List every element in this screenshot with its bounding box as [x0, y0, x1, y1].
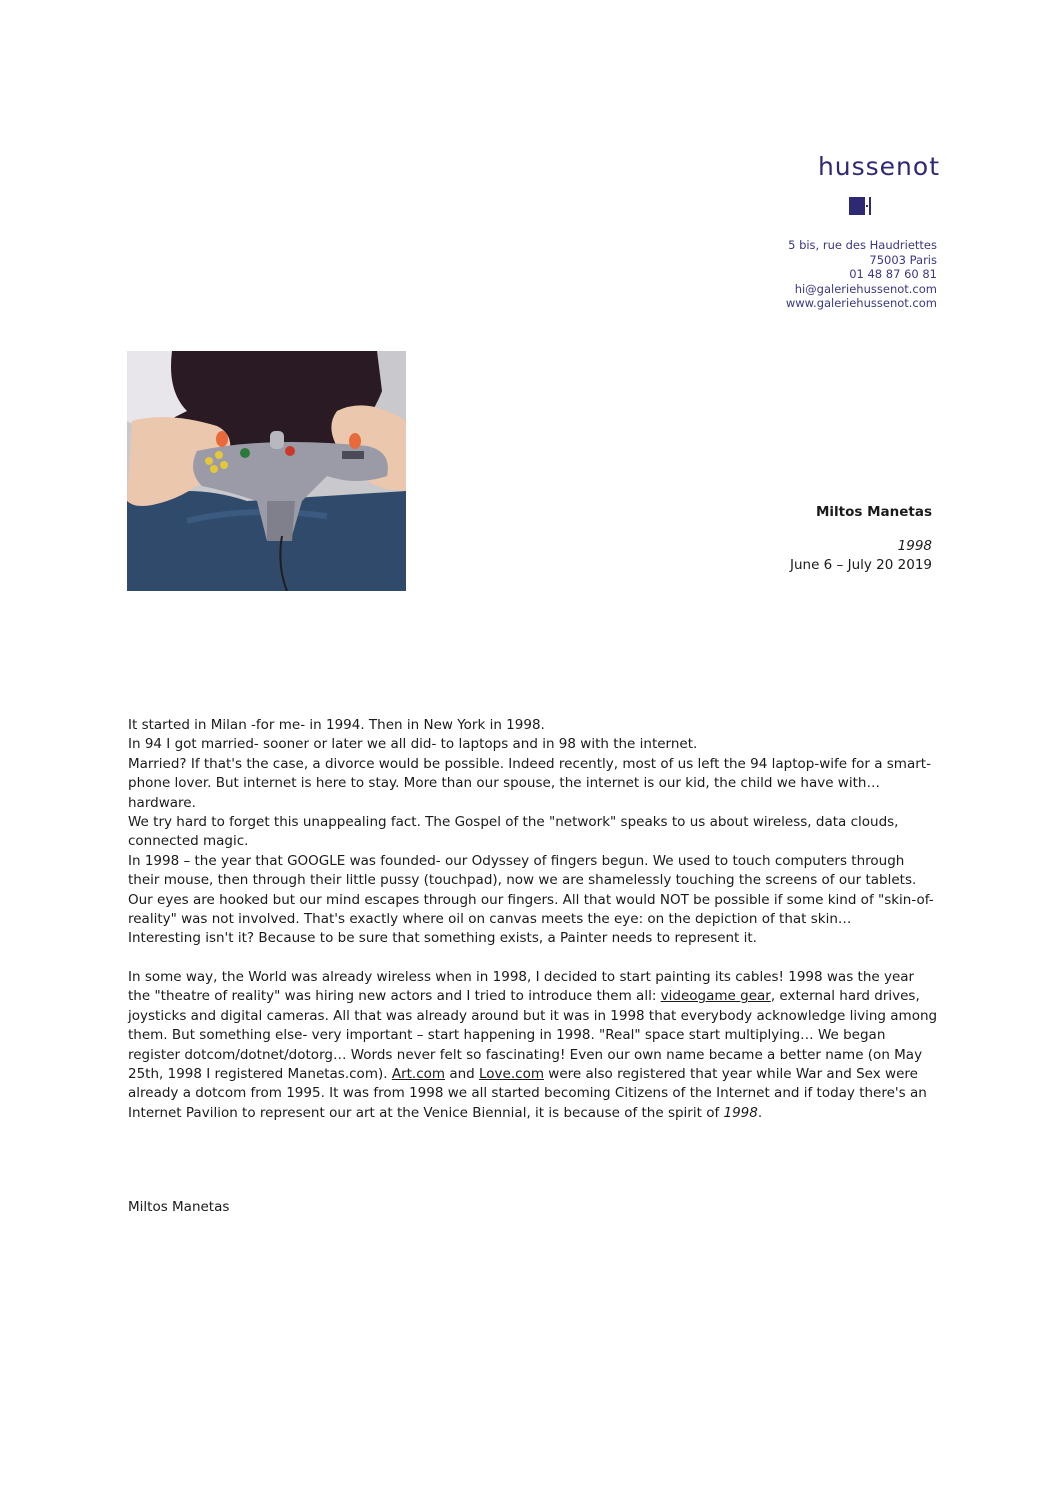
love-com-link[interactable]: Love.com	[479, 1065, 544, 1082]
text-span: were also registered that year while War and Sex were already a dotcom from 1995. It was from 1998 we all started becoming Citizens of the Internet and if today there's an Internet Pavilion to represent our art at the Venice Biennial, it is because of the spirit of	[128, 1065, 927, 1121]
text-line: Interesting isn't it? Because to be sure that something exists, a Painter needs to represent it.	[128, 930, 757, 947]
address-street: 5 bis, rue des Haudriettes	[788, 238, 937, 252]
text-paragraph-2	[128, 968, 938, 1123]
videogame-gear-link[interactable]: videogame gear	[660, 988, 771, 1005]
exhibition-dates: June 6 – July 20 2019	[789, 557, 932, 573]
text-line: It started in Milan -for me- in 1994. Then in New York in 1998.	[128, 717, 545, 733]
artist-name: Miltos Manetas	[815, 504, 932, 520]
gallery-logo: hussenot	[817, 152, 940, 181]
art-com-link[interactable]: Art.com	[391, 1065, 446, 1082]
text-line: In 1998 – the year that GOOGLE was founded- our Odyssey of fingers begun. We used to touch computers through their mouse, then through their little pussy (touchpad), now we are shamelessly touching the screens of our tablets. Our eyes are hooked but our mind escapes through our fingers. All that would NOT be possible if some kind of "skin-of-reality" was not involved. That's exactly where oil on canvas meets the eye: on the depiction of that skin…	[128, 852, 934, 928]
text-span: , external hard drives, joysticks and digital cameras. All that was already around but it was in 1998 that everybody acknowledge living among them. But something else- very important – start happening in 1998. "Real" space start multiplying… We began register dotcom/dotnet/dotorg… Words never felt so fascinating! Even our own name became a better name (on May 25th, 1998 I registered Manetas.com).	[128, 988, 938, 1082]
gallery-logo-mark	[849, 196, 879, 216]
text-span: and	[445, 1065, 480, 1082]
text-line: Married? If that's the case, a divorce would be possible. Indeed recently, most of us left the 94 laptop-wife for a smart-phone lover. But internet is here to stay. More than our spouse, the internet is our kid, the child we have with… hardware.	[128, 755, 931, 811]
text-line: In 94 I got married- sooner or later we all did- to laptops and in 98 with the internet.	[128, 736, 698, 753]
signature: Miltos Manetas	[128, 1199, 230, 1215]
text-span: In some way, the World was already wireless when in 1998, I decided to start painting its cables! 1998 was the year the "theatre of reality" was hiring new actors and I tried to introduce them all:	[128, 968, 915, 1005]
address-email[interactable]: hi@galeriehussenot.com	[794, 281, 937, 296]
text-span: .	[757, 1104, 763, 1121]
artwork-image	[127, 351, 406, 591]
text-line: We try hard to forget this unappealing fact. The Gospel of the "network" speaks to us about wireless, data clouds, connected magic.	[128, 814, 899, 850]
exhibition-title: 1998	[897, 538, 932, 554]
press-text	[128, 716, 938, 1123]
address-website[interactable]: www.galeriehussenot.com	[785, 296, 937, 310]
address-city: 75003 Paris	[869, 252, 937, 267]
gallery-header	[617, 152, 940, 310]
gallery-address	[786, 238, 937, 311]
text-italic: 1998	[723, 1104, 758, 1121]
exhibition-info	[632, 503, 932, 575]
address-phone: 01 48 87 60 81	[849, 267, 937, 281]
